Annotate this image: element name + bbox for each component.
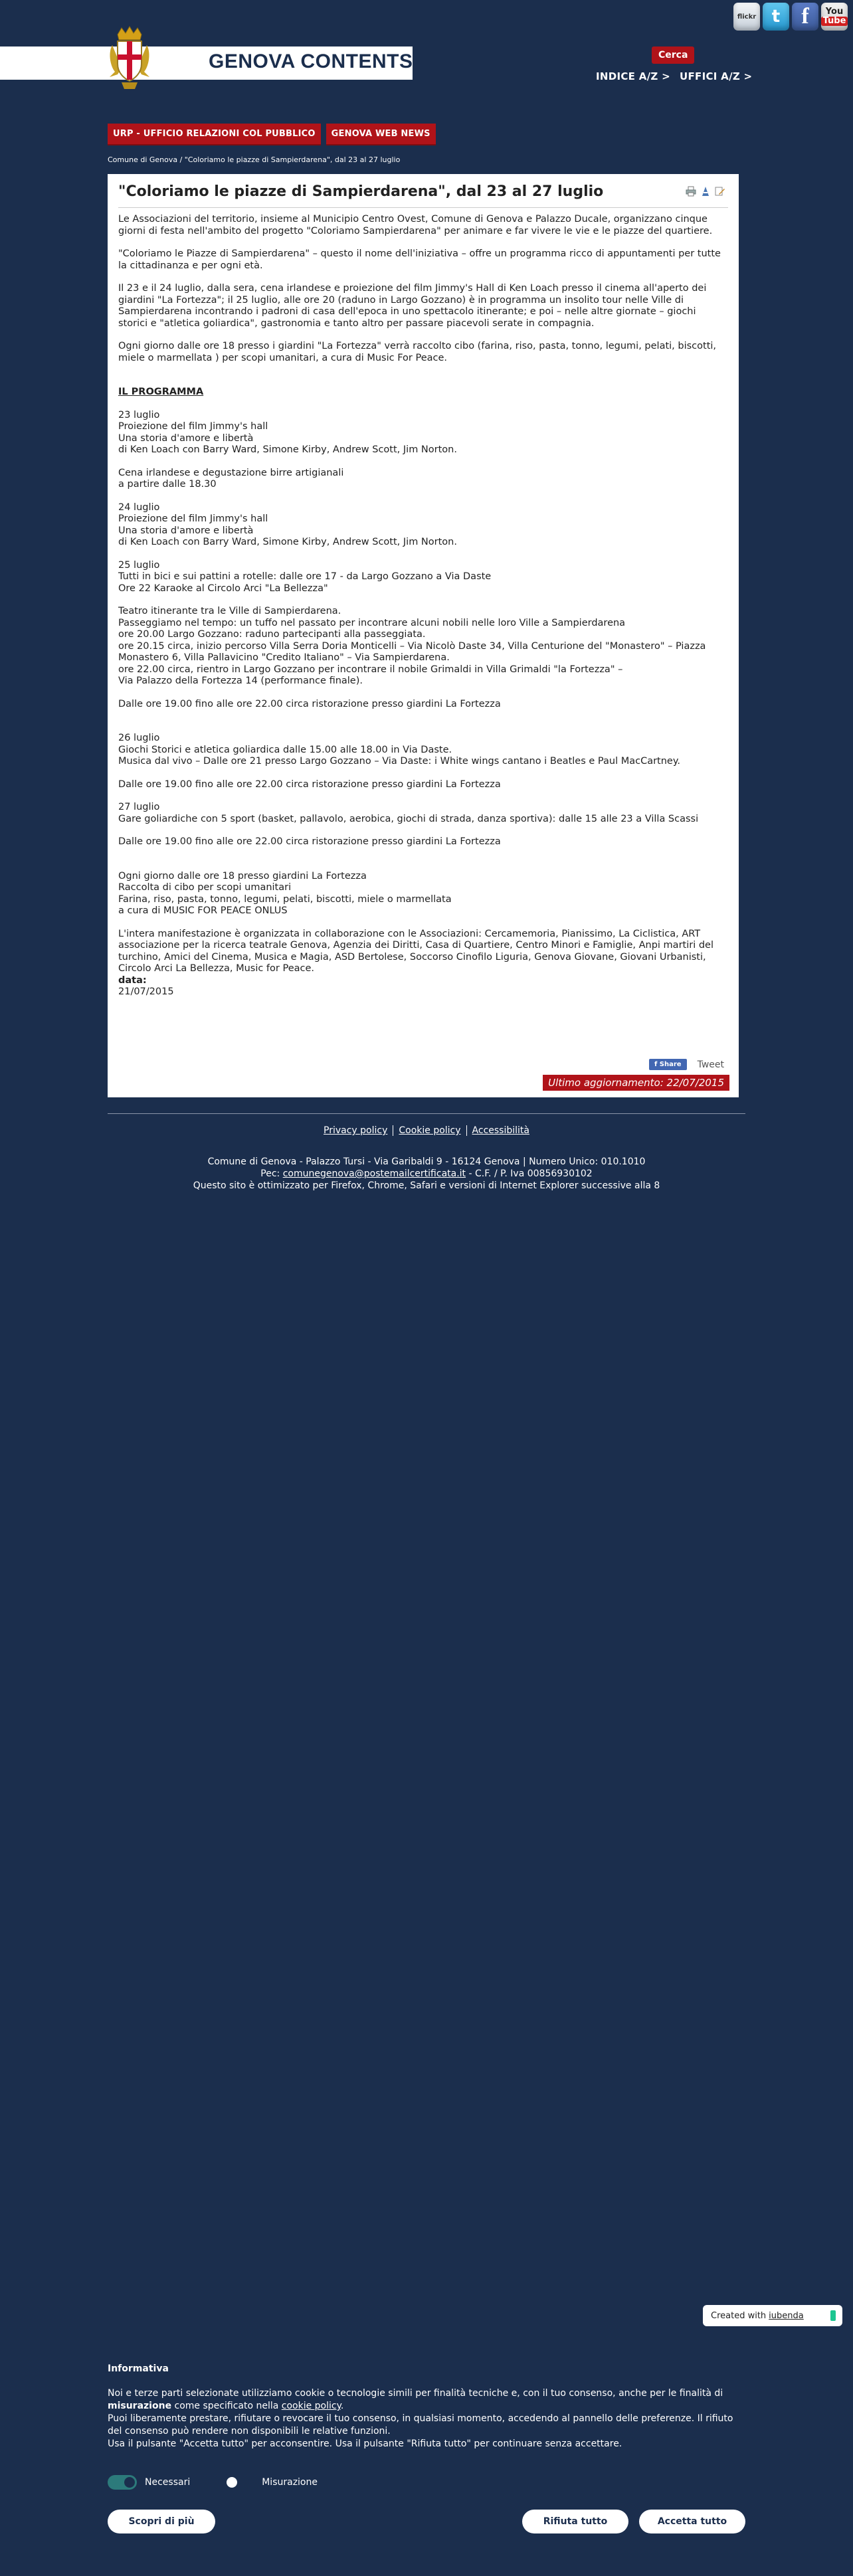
day-line: 27 luglio [118, 802, 160, 812]
pec-label: Pec: [260, 1168, 283, 1179]
section-nav [108, 124, 436, 145]
day-27-food: Dalle ore 19.00 fino alle ore 22.00 circa ristorazione presso giardini La Fortezza [118, 836, 501, 847]
article-container [108, 174, 739, 1097]
web-news-button[interactable]: GENOVA WEB NEWS [326, 124, 436, 145]
day-line: Una storia d'amore e libertà [118, 432, 254, 444]
pec-email-link[interactable]: comunegenova@postemailcertificata.it [282, 1168, 466, 1179]
youtube-you: You [825, 7, 844, 17]
date-label: data: [118, 974, 147, 986]
edit-icon[interactable] [715, 186, 725, 197]
day-line: Farina, riso, pasta, tonno, legumi, pelati, biscotti, miele o marmellata [118, 893, 452, 905]
day-23-dinner [118, 468, 726, 491]
site-title[interactable]: GENOVA CONTENTS [209, 50, 413, 72]
day-line: Via Palazzo della Fortezza 14 (performance finale). [118, 676, 363, 686]
facebook-share-icon: f [654, 1061, 660, 1068]
footer-browsers: Questo sito è ottimizzato per Firefox, Chrome, Safari e versioni di Internet Explorer successive alla 8 [193, 1180, 660, 1191]
day-line: Proiezione del film Jimmy's hall [118, 513, 268, 524]
cookie-line-1b: misurazione [108, 2401, 172, 2411]
cookie-banner-title: Informativa [108, 2363, 169, 2374]
date-value: 21/07/2015 [118, 986, 174, 997]
urp-button[interactable]: URP - UFFICIO RELAZIONI COL PUBBLICO [108, 124, 321, 145]
necessary-label: Necessari [145, 2477, 191, 2488]
measurement-toggle[interactable] [225, 2475, 254, 2490]
day-26 [118, 733, 726, 768]
reject-all-button[interactable]: Rifiuta tutto [522, 2510, 628, 2533]
day-line: Passeggiamo nel tempo: un tuffo nel passato per incontrare alcuni nobili nelle loro Ville a Sampierdarena [118, 617, 626, 628]
day-line: Ogni giorno dalle ore 18 presso giardini La Fortezza [118, 870, 367, 881]
day-27 [118, 802, 726, 825]
article-tools [686, 186, 725, 197]
footer-address: Comune di Genova - Palazzo Tursi - Via Garibaldi 9 - 16124 Genova | Numero Unico: 010.1010 [207, 1156, 646, 1167]
day-line: di Ken Loach con Barry Ward, Simone Kirby, Andrew Scott, Jim Norton. [118, 537, 457, 547]
cookie-line-1e: . [340, 2401, 344, 2411]
privacy-policy-link[interactable]: Privacy policy [324, 1125, 388, 1136]
iubenda-logo-icon [830, 2310, 836, 2321]
tweet-button[interactable]: Tweet [697, 1059, 724, 1070]
closing-paragraph: L'intera manifestazione è organizzata in collaborazione con le Associazioni: Cercamemoria, Pianissimo, La Ciclistica, ART associazione per la ricerca teatrale Genova, Agenzia dei Diritti, Casa di Quartiere, Centro Minori e Famiglie, Anpi martiri del turchino, Amici del Cinema, Musica e Magia, ASD Bertolese, Soccorso Cinofilo Liguria, Genova Giovane, Giovani Urbanisti, Circolo Arci La Bellezza, Music for Peace. [118, 928, 713, 974]
day-line: Proiezione del film Jimmy's hall [118, 421, 268, 432]
day-line: Giochi Storici e atletica goliardica dalle 15.00 alle 18.00 in Via Daste. [118, 744, 452, 755]
intro-paragraph-1: Le Associazioni del territorio, insieme al Municipio Centro Ovest, Comune di Genova e Palazzo Ducale, organizzano cinque giorni di festa nell'ambito del progetto "Coloriamo Sampierdarena" per animare e far vivere le vie e le piazze del quartiere. [118, 214, 713, 236]
day-line: a cura di MUSIC FOR PEACE ONLUS [118, 905, 288, 916]
print-icon[interactable] [686, 186, 696, 197]
measurement-label: Misurazione [262, 2477, 318, 2488]
cookie-line-1a: Noi e terze parti selezionate utilizziamo cookie o tecnologie simili per finalità tecniche e, con il tuo consenso, anche per le finalità di [108, 2388, 723, 2399]
last-updated-badge: Ultimo aggiornamento: 22/07/2015 [543, 1075, 729, 1091]
accept-all-button[interactable]: Accetta tutto [639, 2510, 745, 2533]
day-line: 25 luglio [118, 559, 160, 571]
day-line: Raccolta di cibo per scopi umanitari [118, 882, 292, 893]
cookie-toggles [108, 2475, 318, 2490]
intro-paragraph-2: "Coloriamo le Piazze di Sampierdarena" – questo il nome dell'iniziativa – offre un programma ricco di appuntamenti per tutte la cittadinanza e per ogni età. [118, 248, 721, 271]
day-line: 24 luglio [118, 502, 160, 513]
social-links [733, 3, 848, 31]
cookie-policy-link[interactable]: Cookie policy [399, 1125, 461, 1136]
iubenda-link[interactable]: iubenda [769, 2310, 804, 2321]
intro-paragraph-4: Ogni giorno dalle ore 18 presso i giardini "La Fortezza" verrà raccolto cibo (farina, riso, pasta, tonno, legumi, pelati, biscotti, miele o marmellata ) per scopi umanitari, a cura di Music For Peace. [118, 341, 717, 363]
breadcrumb[interactable]: Comune di Genova / "Coloriamo le piazze di Sampierdarena", dal 23 al 27 luglio [108, 155, 401, 164]
article-title: "Coloriamo le piazze di Sampierdarena", dal 23 al 27 luglio [118, 183, 604, 200]
index-az-link[interactable]: INDICE A/Z > [596, 70, 670, 82]
twitter-icon[interactable]: t [763, 3, 789, 31]
footer-pec [0, 1168, 853, 1180]
flickr-icon[interactable]: flickr [733, 3, 760, 31]
day-line: Tutti in bici e sui pattini a rotelle: dalle ore 17 - da Largo Gozzano a Via Daste [118, 571, 492, 582]
cookie-banner-text [108, 2387, 745, 2450]
day-23 [118, 410, 726, 456]
share-label: Share [659, 1061, 682, 1068]
cookie-line-3: Usa il pulsante "Accetta tutto" per acconsentire. Usa il pulsante "Rifiuta tutto" per continuare senza accettare. [108, 2438, 622, 2449]
day-line: ore 20.00 Largo Gozzano: raduno partecipanti alla passeggiata. [118, 629, 426, 640]
day-25 [118, 560, 726, 595]
footer-links [0, 1125, 853, 1136]
cookie-line-1 [108, 2387, 745, 2413]
necessary-toggle[interactable] [108, 2475, 137, 2490]
genova-crest-icon[interactable] [108, 25, 151, 92]
cookie-banner [0, 2357, 853, 2576]
intro-paragraph-3: Il 23 e il 24 luglio, dalla sera, cena irlandese e proiezione del film Jimmy's Hall di Ken Loach presso il cinema all'aperto dei giardini "La Fortezza"; il 25 luglio, alle ore 20 (raduno in Largo Gozzano) è in programma un insolito tour nelle Ville di Sampierdarena incontrando i padroni di casa dell'epoca in uno spettacolo itinerante; e poi – nelle altre giornate – giochi storici e "atletica goliardica", gastronomia e tanto altro per passare piacevoli serate in compagnia. [118, 283, 707, 329]
day-line: di Ken Loach con Barry Ward, Simone Kirby, Andrew Scott, Jim Norton. [118, 444, 457, 455]
learn-more-button[interactable]: Scopri di più [108, 2510, 215, 2533]
youtube-tube: Tube [821, 17, 848, 26]
cookie-line-2: Puoi liberamente prestare, rifiutare o revocare il tuo consenso, in qualsiasi momento, accedendo al pannello delle preferenze. Il rifiuto del consenso può rendere non disponibili le relative funzioni. [108, 2413, 733, 2437]
day-24 [118, 502, 726, 549]
footer-info [0, 1156, 853, 1192]
title-divider [118, 207, 728, 208]
facebook-icon[interactable]: f [792, 3, 818, 31]
iubenda-badge[interactable] [703, 2305, 842, 2326]
program-title: IL PROGRAMMA [118, 387, 204, 397]
pec-rest: - C.F. / P. Iva 00856930102 [466, 1168, 593, 1179]
article-body [118, 214, 726, 998]
offices-az-link[interactable]: UFFICI A/Z > [680, 70, 753, 82]
facebook-share-button[interactable] [649, 1059, 687, 1070]
share-row [649, 1059, 724, 1070]
day-line: a partire dalle 18.30 [118, 479, 217, 490]
day-line: Una storia d'amore e libertà [118, 525, 254, 536]
day-line: 23 luglio [118, 409, 160, 420]
day-line: 26 luglio [118, 733, 160, 743]
day-line: ore 20.15 circa, inizio percorso Villa Serra Doria Monticelli – Via Nicolò Daste 34, Villa Centurione del "Monastero" – Piazza Monastero 6, Villa Pallavicino "Credito Italiano" – Via Sampierdarena. [118, 640, 706, 663]
day-line: Ore 22 Karaoke al Circolo Arci "La Bellezza" [118, 583, 328, 594]
day-26-food: Dalle ore 19.00 fino alle ore 22.00 circa ristorazione presso giardini La Fortezza [118, 779, 501, 790]
day-25-food: Dalle ore 19.00 fino alle ore 22.00 circa ristorazione presso giardini La Fortezza [118, 698, 501, 709]
day-line: Teatro itinerante tra le Ville di Sampierdarena. [118, 606, 341, 616]
day-25-theatre [118, 606, 726, 688]
day-line: Cena irlandese e degustazione birre artigianali [118, 467, 344, 478]
pdf-icon[interactable] [700, 186, 711, 197]
az-links [596, 70, 752, 82]
youtube-icon[interactable] [821, 3, 848, 31]
search-button[interactable]: Cerca [652, 46, 694, 64]
day-line: Musica dal vivo – Dalle ore 21 presso Largo Gozzano – Via Daste: i White wings cantano i Beatles e Paul MacCartney. [118, 756, 680, 767]
cookie-line-1c: come specificato nella [171, 2401, 282, 2411]
day-line: ore 22.00 circa, rientro in Largo Gozzano per incontrare il nobile Grimaldi in Villa Grimaldi "la Fortezza" – [118, 664, 623, 675]
iubenda-text: Created with [711, 2310, 767, 2321]
accessibility-link[interactable]: Accessibilità [472, 1125, 529, 1136]
footer-divider [108, 1113, 745, 1114]
daily-collection [118, 871, 726, 917]
cookie-policy-inline-link[interactable]: cookie policy [281, 2401, 341, 2411]
day-line: Gare goliardiche con 5 sport (basket, pallavolo, aerobica, giochi di strada, danza sportiva): dalle 15 alle 23 a Villa Scassi [118, 813, 699, 824]
